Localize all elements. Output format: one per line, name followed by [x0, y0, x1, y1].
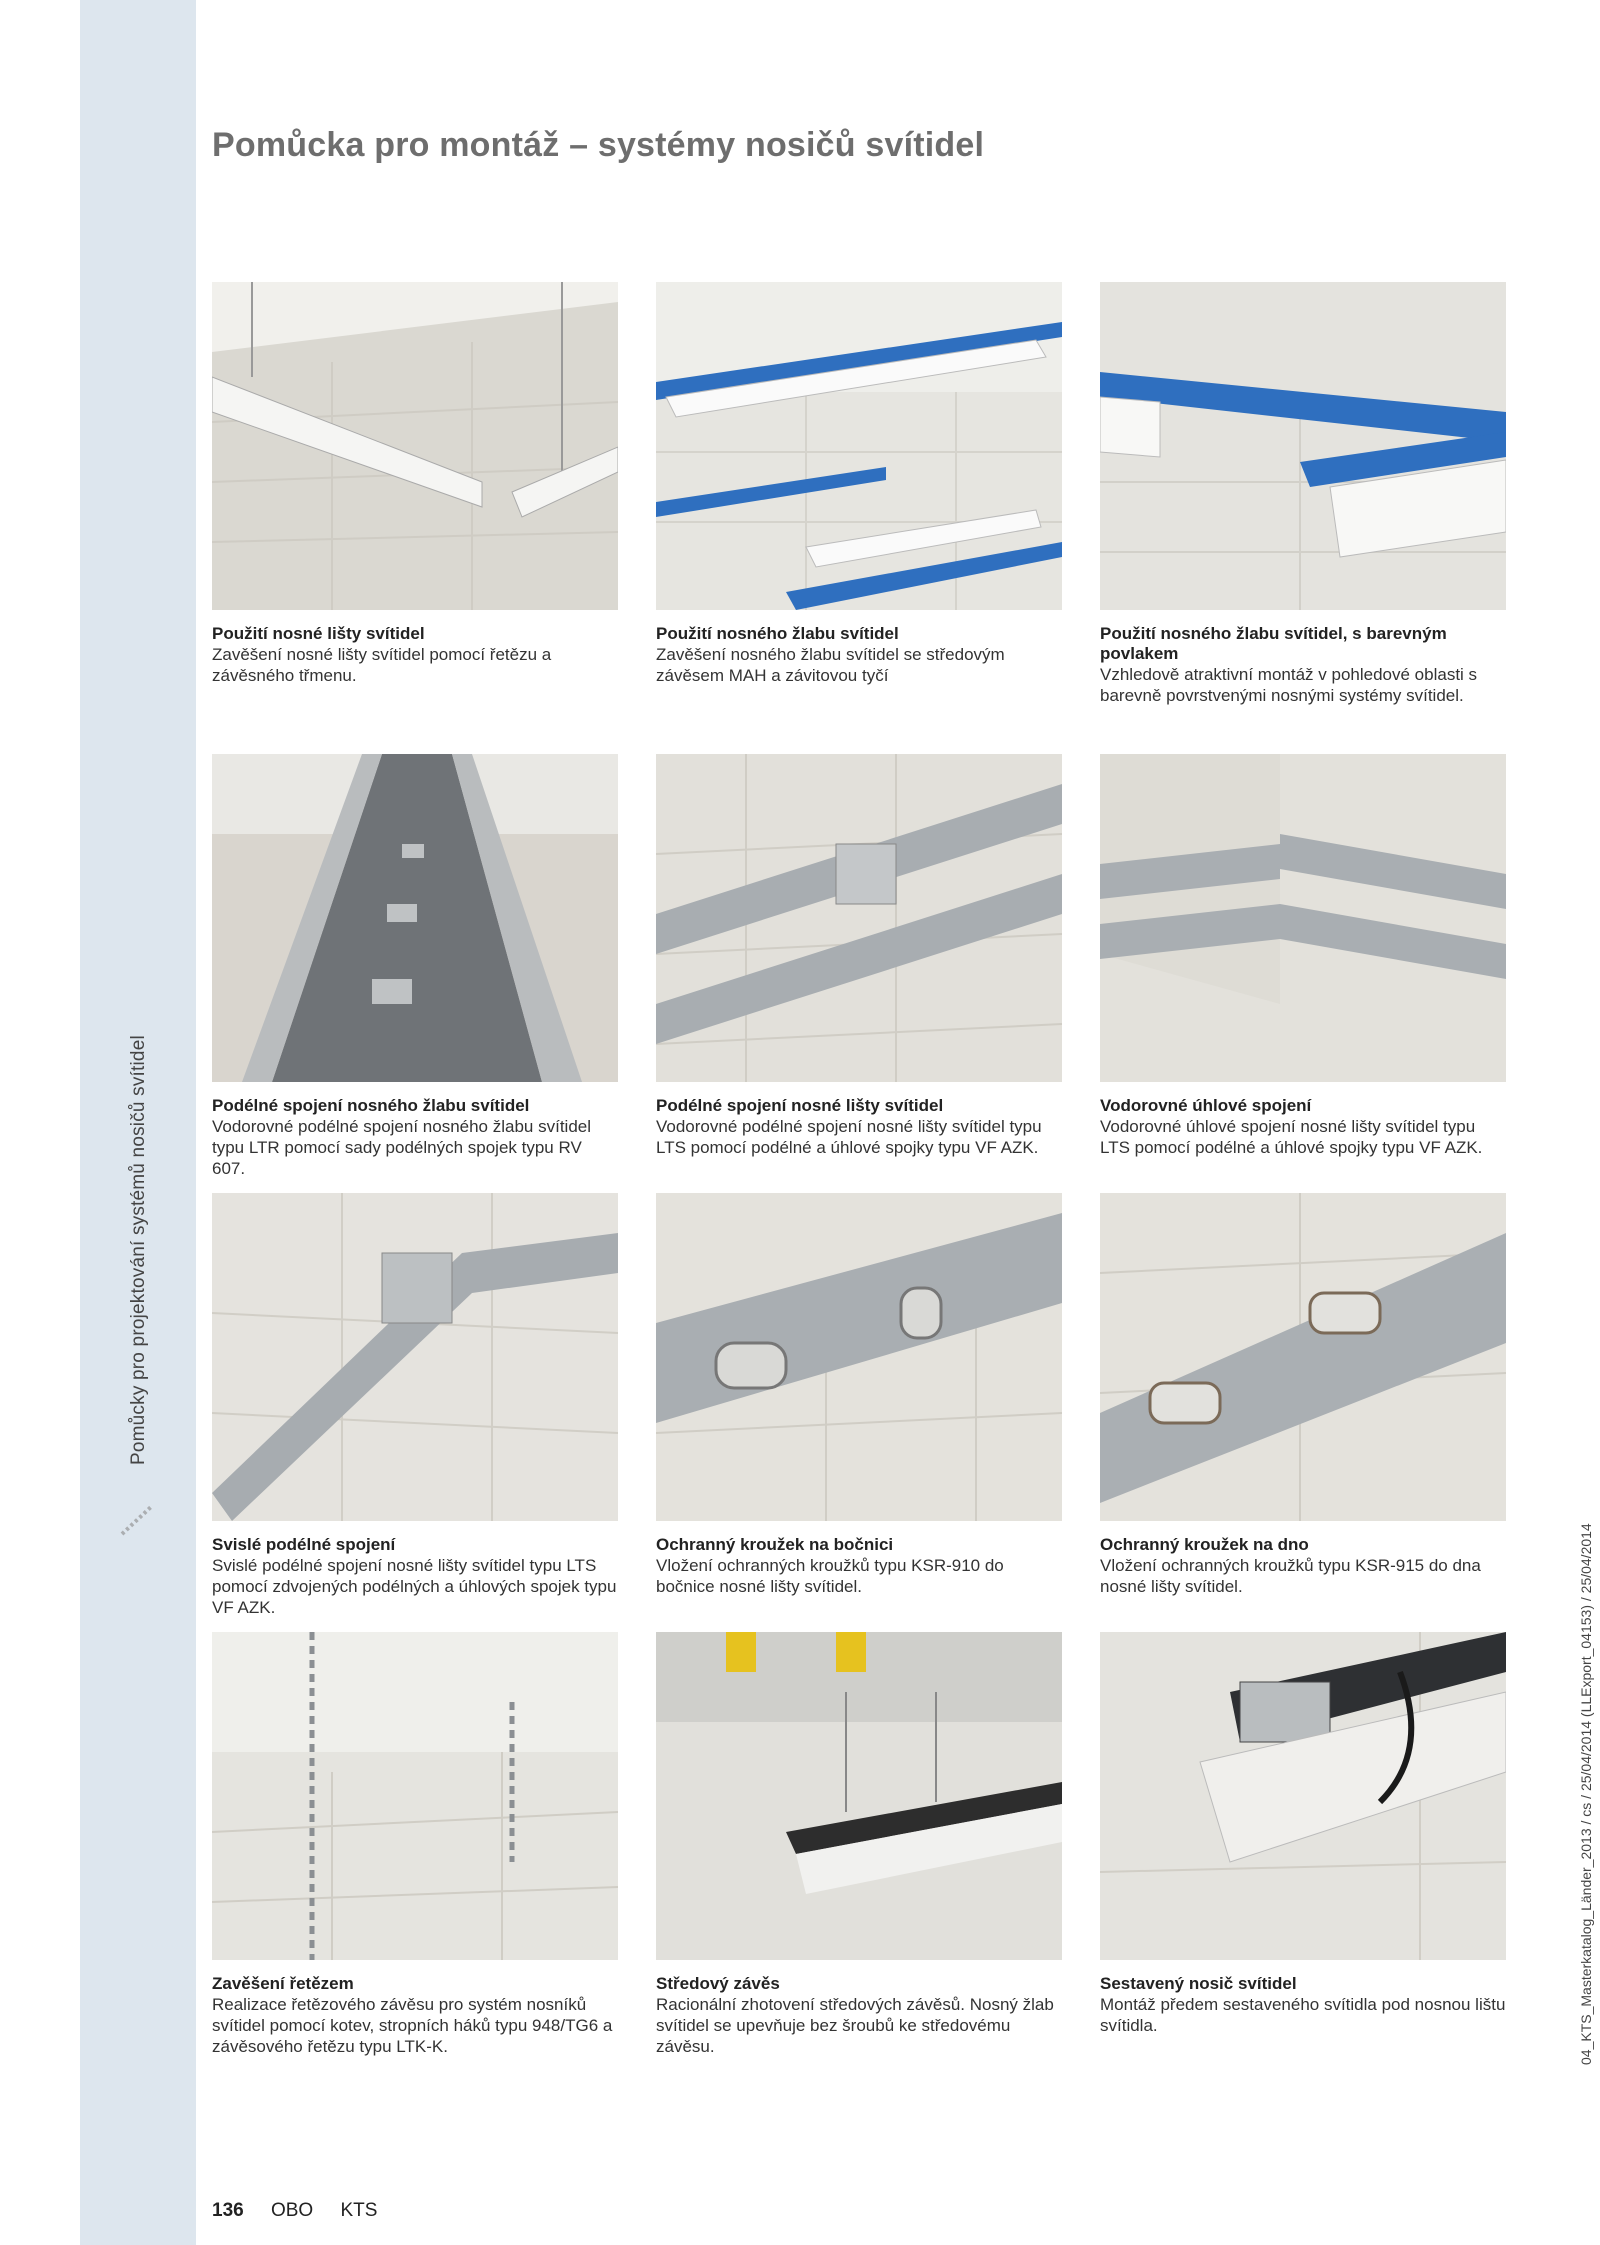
item-5-title: Podélné spojení nosné lišty svítidel: [656, 1096, 944, 1115]
item-8-text: Vložení ochranných kroužků typu KSR-910 do bočnice nosné lišty svítidel.: [656, 1556, 1004, 1596]
item-3-title: Použití nosného žlabu svítidel, s barevným povlakem: [1100, 624, 1447, 663]
item-3-text: Vzhledově atraktivní montáž v pohledové oblasti s barevně povrstvenými nosnými systémy svítidel.: [1100, 665, 1478, 705]
photo-rail-longitudinal-joint: [656, 754, 1062, 1082]
footer-section: KTS: [340, 2200, 378, 2221]
photo-grid: [212, 0, 1512, 2245]
item-2-title: Použití nosného žlabu svítidel: [656, 624, 899, 643]
item-11-text: Racionální zhotovení středových závěsů. Nosný žlab svítidel se upevňuje bez šroubů ke středovému závěsu.: [656, 1995, 1054, 2056]
item-2-text: Zavěšení nosného žlabu svítidel se středovým závěsem MAH a závitovou tyčí: [656, 645, 1005, 685]
photo-tray-longitudinal-joint: [212, 754, 618, 1082]
photo-vertical-joint: [212, 1193, 618, 1521]
item-6-text: Vodorovné úhlové spojení nosné lišty svítidel typu LTS pomocí podélné a úhlové spojky typu VF AZK.: [1100, 1117, 1483, 1157]
photo-protection-ring-bottom: [1100, 1193, 1506, 1521]
item-4-title: Podélné spojení nosného žlabu svítidel: [212, 1096, 530, 1115]
obo-logo-icon: [118, 1500, 158, 1540]
photo-blue-coated-tray: [1100, 282, 1506, 610]
item-6: [1100, 754, 1506, 1158]
item-10: [212, 1632, 618, 2057]
item-9-title: Ochranný kroužek na dno: [1100, 1535, 1309, 1554]
item-8-title: Ochranný kroužek na bočnici: [656, 1535, 894, 1554]
item-12-title: Sestavený nosič svítidel: [1100, 1974, 1297, 1993]
photo-lamp-rail-chain: [212, 282, 618, 610]
side-label: Pomůcky pro projektování systémů nosičů svítidel: [128, 1035, 149, 1465]
item-1: [212, 282, 618, 686]
photo-chain-suspension: [212, 1632, 618, 1960]
item-1-title: Použití nosné lišty svítidel: [212, 624, 425, 643]
photo-protection-ring-side: [656, 1193, 1062, 1521]
item-4-text: Vodorovné podélné spojení nosného žlabu svítidel typu LTR pomocí sady podélných spojek typu RV 607.: [212, 1117, 592, 1178]
item-6-title: Vodorovné úhlové spojení: [1100, 1096, 1312, 1115]
item-5-text: Vodorovné podélné spojení nosné lišty svítidel typu LTS pomocí podélné a úhlové spojky typu VF AZK.: [656, 1117, 1042, 1157]
item-10-text: Realizace řetězového závěsu pro systém nosníků svítidel pomocí kotev, stropních háků typu 948/TG6 a závěsového řetězu typu LTK-K.: [212, 1995, 613, 2056]
page-footer: [212, 2200, 377, 2222]
item-3: [1100, 282, 1506, 706]
photo-blue-tray-center: [656, 282, 1062, 610]
footer-brand: OBO: [270, 2200, 314, 2221]
document-meta: 04_KTS_Masterkatalog_Länder_2013 / cs / 25/04/2014 (LLExport_04153) / 25/04/2014: [1578, 1523, 1594, 2065]
item-10-title: Zavěšení řetězem: [212, 1974, 354, 1993]
photo-rail-angle-joint: [1100, 754, 1506, 1082]
item-1-text: Zavěšení nosné lišty svítidel pomocí řetězu a závěsného třmenu.: [212, 645, 552, 685]
item-4: [212, 754, 618, 1179]
item-7-text: Svislé podélné spojení nosné lišty svítidel typu LTS pomocí zdvojených podélných a úhlových spojek typu VF AZK.: [212, 1556, 617, 1617]
item-8: [656, 1193, 1062, 1597]
photo-center-suspension: [656, 1632, 1062, 1960]
page-number: 136: [212, 2200, 244, 2221]
item-7: [212, 1193, 618, 1618]
item-7-title: Svislé podélné spojení: [212, 1535, 396, 1554]
item-9: [1100, 1193, 1506, 1597]
item-5: [656, 754, 1062, 1158]
page-title: Pomůcka pro montáž – systémy nosičů svítidel: [212, 126, 985, 164]
item-12-text: Montáž předem sestaveného svítidla pod nosnou lištu svítidla.: [1100, 1995, 1506, 2035]
item-2: [656, 282, 1062, 686]
item-9-text: Vložení ochranných kroužků typu KSR-915 do dna nosné lišty svítidel.: [1100, 1556, 1481, 1596]
item-12: [1100, 1632, 1506, 2036]
item-11-title: Středový závěs: [656, 1974, 780, 1993]
photo-assembled-carrier: [1100, 1632, 1506, 1960]
item-11: [656, 1632, 1062, 2057]
